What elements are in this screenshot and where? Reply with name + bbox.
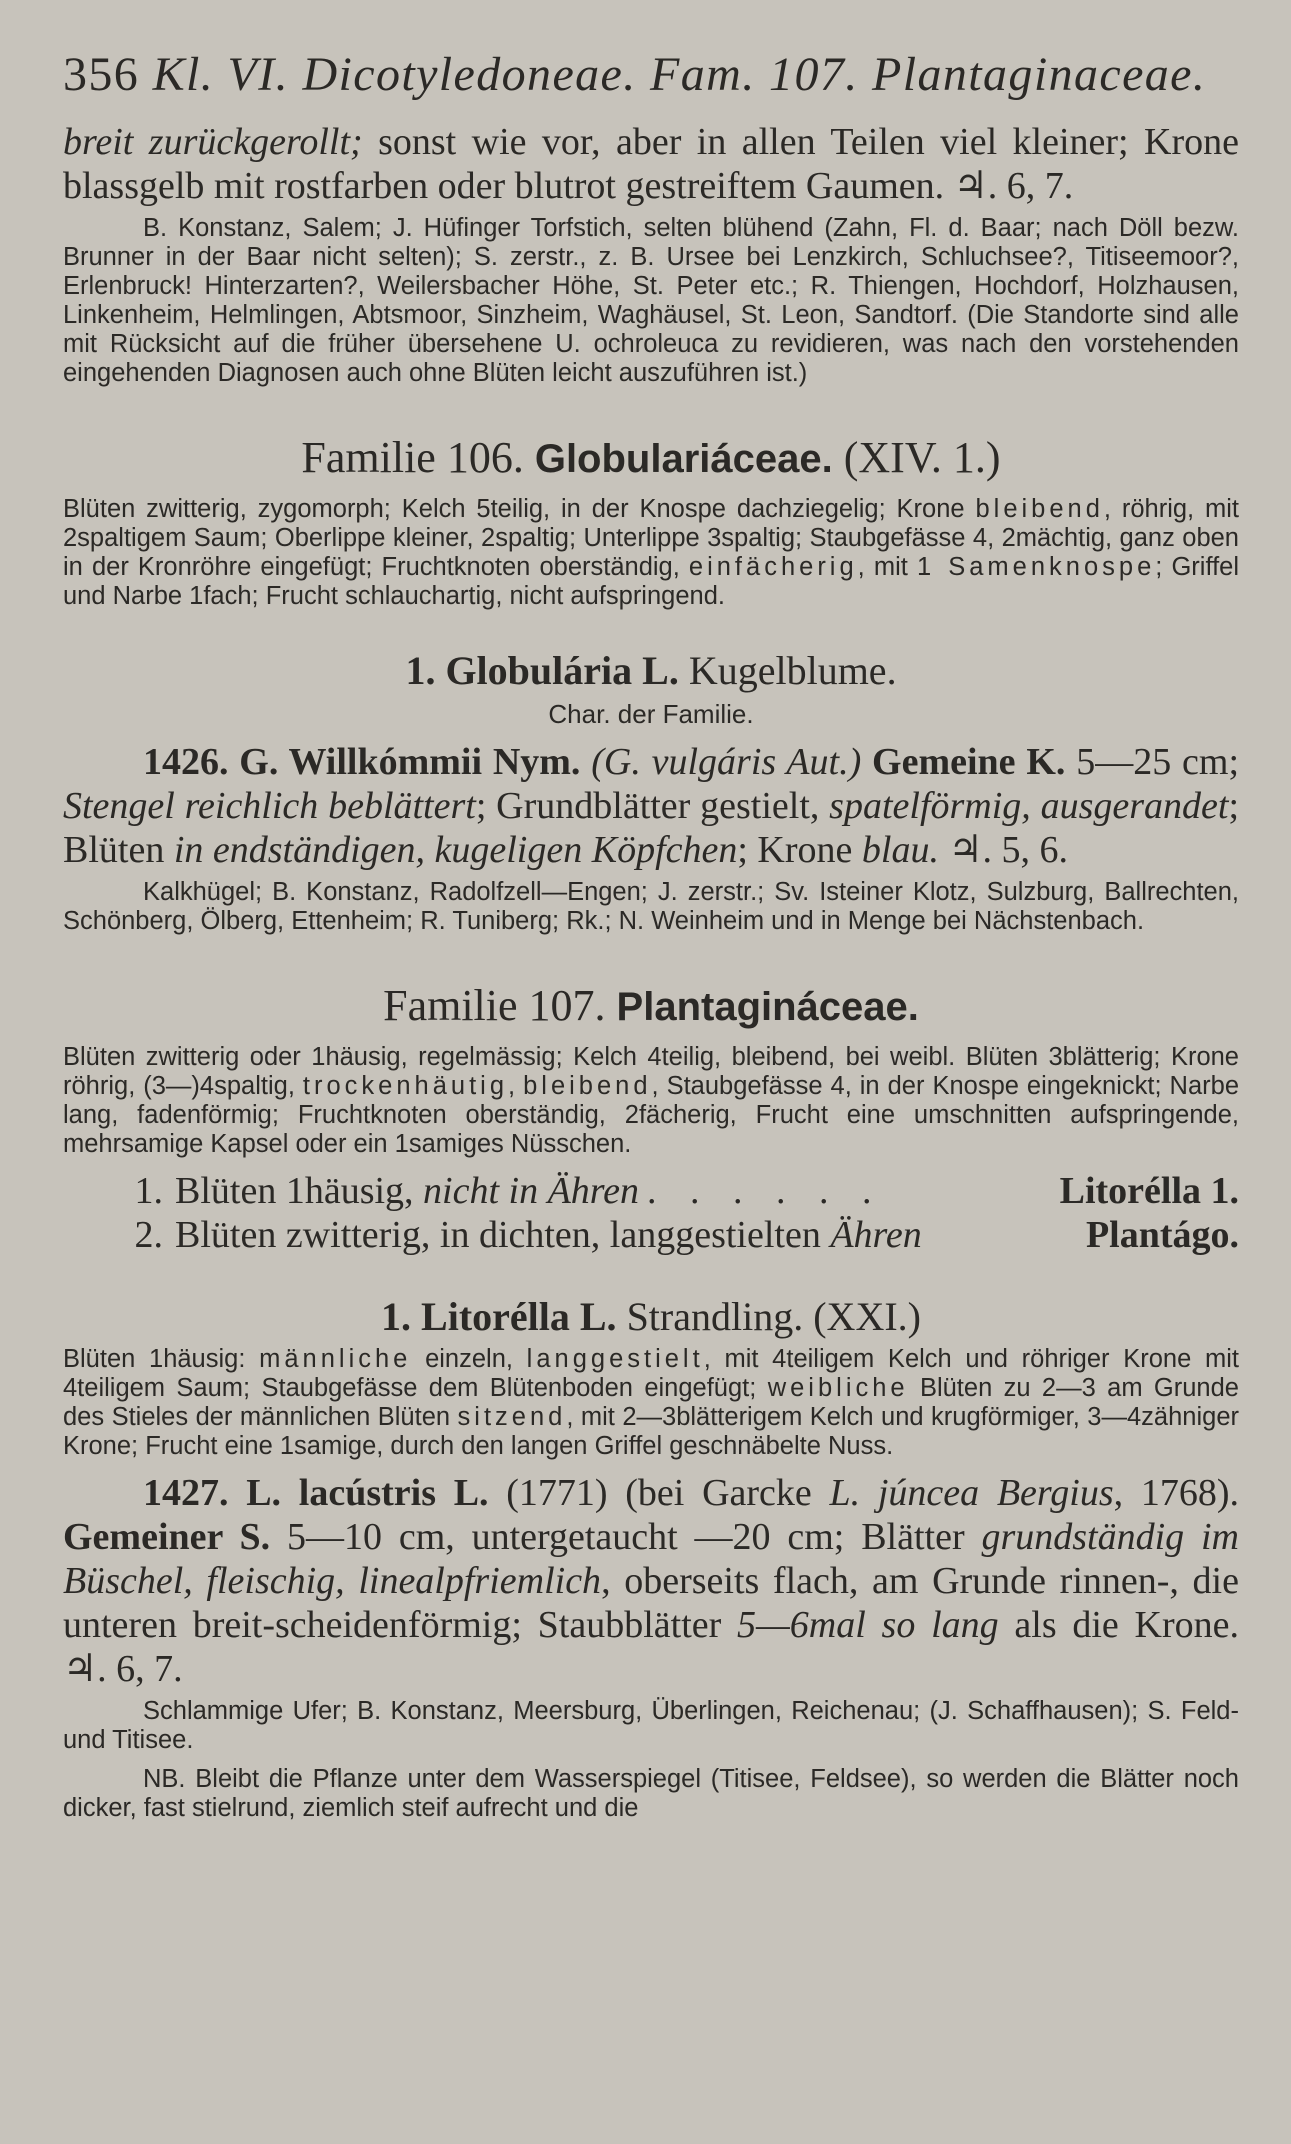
entry-part: ; Krone (737, 829, 862, 871)
species-1426-distribution: Kalkhügel; B. Konstanz, Radolfzell—Engen; J. zerstr.; Sv. Isteiner Klotz, Sulzburg, Ballrechten, Schönberg, Ölberg, Ettenheim; R. Tuniberg; Rk.; N. Weinheim und in Menge bei Nächstenbach. (63, 878, 1239, 935)
family-106-heading (63, 432, 1239, 485)
species-1427-note: NB. Bleibt die Pflanze unter dem Wasserspiegel (Titisee, Feldsee), so werden die Blätter noch dicker, fast stielrund, ziemlich steif aufrecht und die (63, 1765, 1239, 1822)
desc-spaced: trockenhäutig (302, 1072, 509, 1100)
continued-distribution: B. Konstanz, Salem; J. Hüfinger Torfstich, selten blühend (Zahn, Fl. d. Baar; nach Döll bezw. Brunner in der Baar nicht selten); S. zerstr., z. B. Ursee bei Lenzkirch, Schluchsee?, Titiseemoor?, Erlenbruck! Hinterzarten?, Weilersbacher Höhe, St. Peter etc.; R. Thiengen, Hochdorf, Holzhausen, Linkenheim, Helmlingen, Abtsmoor, Sinzheim, Waghäusel, St. Leon, Sandtorf. (Die Standorte sind alle mit Rücksicht auf die früher übersehene U. ochroleuca zu revidieren, was nach den vorstehenden eingehenden Diagnosen auch ohne Blüten leicht auszuführen ist.) (63, 214, 1239, 387)
family-107-description (63, 1043, 1239, 1159)
species-1427-entry (63, 1471, 1239, 1691)
entry-part: als die Krone. ♃. 6, 7. (63, 1604, 1239, 1690)
entry-italic: Stengel reichlich beblättert (63, 785, 476, 827)
genus-litorella-description (63, 1345, 1239, 1461)
family-107-heading (63, 980, 1239, 1033)
desc-spaced: männliche (259, 1345, 412, 1373)
entry-part: (1771) (bei Garcke (488, 1472, 830, 1514)
family-107-label: Familie 107. (383, 981, 606, 1030)
continued-lead: breit zurückgerollt; (63, 121, 363, 163)
key-row (63, 1169, 1239, 1213)
key-number: 2. (134, 1214, 163, 1256)
continued-text: sonst wie vor, aber in allen Teilen viel kleiner; Krone blassgelb mit rostfarben oder blutrot gestreiftem Gaumen. ♃. 6, 7. (63, 121, 1239, 207)
species-1426-common: Gemeine K. (872, 741, 1066, 783)
genus-globularia-name: 1. Globulária L. (405, 648, 679, 693)
family-106-class: (XIV. 1.) (843, 433, 1001, 482)
desc-part: , mit 2—3blätterigem Kelch und krugförmiger, 3—4zähniger Krone; Frucht eine 1samige, durch den langen Griffel geschnäbelte Nuss. (63, 1403, 1239, 1460)
genus-globularia-heading (63, 647, 1239, 695)
family-106-label: Familie 106. (301, 433, 524, 482)
desc-spaced: bleibend (523, 1072, 652, 1100)
desc-spaced: bleibend (975, 495, 1104, 523)
desc-spaced: sitzend (457, 1403, 567, 1431)
species-1427-common: Gemeiner S. (63, 1516, 271, 1558)
key-text (175, 1213, 1086, 1257)
species-1426-name: 1426. G. Willkómmii Nym. (143, 741, 581, 783)
desc-part: Blüten zu 2—3 am Grunde des Stieles der männlichen Blüten (63, 1374, 1239, 1431)
desc-part: Blüten zwitterig oder 1häusig, regelmässig; Kelch 4teilig, bleibend, bei weibl. Blüten 3blätterig; Krone röhrig, (3—)4spaltig, (63, 1043, 1239, 1100)
entry-italic: grundständig im Büschel, fleischig, linealpfriemlich (63, 1516, 1239, 1602)
page-number: 356 (63, 48, 140, 101)
species-1427-synonym: L. júncea Bergius (829, 1472, 1114, 1514)
species-1427-name: 1427. L. lacústris L. (143, 1472, 489, 1514)
genus-key (63, 1169, 1239, 1257)
desc-part: Blüten zwitterig, zygomorph; Kelch 5teilig, in der Knospe dachziegelig; Krone (63, 495, 976, 523)
desc-spaced: weibliche (767, 1374, 909, 1402)
genus-litorella-name: 1. Litorélla L. (381, 1294, 617, 1339)
entry-italic: blau. (861, 829, 939, 871)
running-header (63, 44, 1239, 106)
entry-italic: in endständigen, kugeligen Köpfchen (173, 829, 738, 871)
family-106-name: Globulariáceae. (534, 437, 833, 481)
entry-part: ; Grundblätter gestielt, (475, 785, 830, 827)
key-text-italic: nicht in Ähren (423, 1170, 640, 1212)
genus-litorella-heading (63, 1293, 1239, 1341)
genus-litorella-common: Strandling. (626, 1294, 804, 1339)
key-row (63, 1213, 1239, 1257)
genus-litorella-class: (XXI.) (813, 1294, 921, 1339)
desc-spaced: 1 Samenknospe (916, 553, 1156, 581)
entry-part: 5—10 cm, untergetaucht —20 cm; Blätter (270, 1516, 982, 1558)
continued-description (63, 120, 1239, 208)
key-text-plain: Blüten 1häusig, (175, 1170, 424, 1212)
entry-part: , oberseits flach, am Grunde rinnen-, die unteren breit-scheidenförmig; Staubblätter (63, 1560, 1239, 1646)
key-number: 1. (134, 1170, 163, 1212)
entry-part: ; Blüten (63, 785, 1240, 871)
running-title: Kl. VI. Dicotyledoneae. Fam. 107. Plantaginaceae. (152, 48, 1207, 101)
entry-italic: spatelförmig, ausgerandet (829, 785, 1229, 827)
desc-part: , (508, 1072, 524, 1100)
key-text-italic: Ähren (830, 1214, 922, 1256)
desc-part: , mit (857, 553, 917, 581)
species-1426-entry (63, 740, 1239, 872)
key-result: Litorélla 1. (1059, 1170, 1239, 1212)
desc-spaced: langgestielt (526, 1345, 704, 1373)
desc-part: ; Griffel und Narbe 1fach; Frucht schlauchartig, nicht aufspringend. (63, 553, 1240, 610)
genus-globularia-note: Char. der Familie. (548, 699, 754, 729)
family-106-description (63, 495, 1239, 611)
entry-part: 5—25 cm; (1065, 741, 1240, 783)
desc-part: , Staubgefässe 4, in der Knospe eingeknickt; Narbe lang, fadenförmig; Fruchtknoten oberständig, 2fächerig, Frucht eine umschnitten aufspringende, mehrsamige Kapsel oder ein 1samiges Nüsschen. (63, 1072, 1240, 1158)
key-leader: . . . . . . (647, 1170, 884, 1212)
key-result: Plantágo. (1085, 1214, 1239, 1256)
key-text-plain: Blüten zwitterig, in dichten, langgestielten (175, 1214, 831, 1256)
desc-part: , röhrig, mit 2spaltigem Saum; Oberlippe kleiner, 2spaltig; Unterlippe 3spaltig; Staubgefässe 4, 2mächtig, ganz oben in der Kronröhre eingefügt; Fruchtknoten oberständig, (63, 495, 1239, 581)
genus-globularia-common: Kugelblume. (688, 648, 897, 693)
family-107-name: Plantagináceae. (616, 985, 919, 1029)
entry-part: ♃. 5, 6. (938, 829, 1069, 871)
species-1427-distribution: Schlammige Ufer; B. Konstanz, Meersburg, Überlingen, Reichenau; (J. Schaffhausen); S. Feld- und Titisee. (63, 1697, 1239, 1754)
entry-italic: 5—6mal so lang (737, 1604, 999, 1646)
desc-spaced: einfächerig (688, 553, 858, 581)
desc-part: , mit 4teiligem Kelch und röhriger Krone mit 4teiligem Saum; Staubgefässe dem Blütenboden eingefügt; (63, 1345, 1239, 1402)
key-text (175, 1169, 639, 1213)
species-1426-synonym: (G. vulgáris Aut.) (591, 741, 862, 783)
entry-part: , 1768). (1113, 1472, 1240, 1514)
desc-part: Blüten 1häusig: (63, 1345, 260, 1373)
desc-part: einzeln, (411, 1345, 527, 1373)
